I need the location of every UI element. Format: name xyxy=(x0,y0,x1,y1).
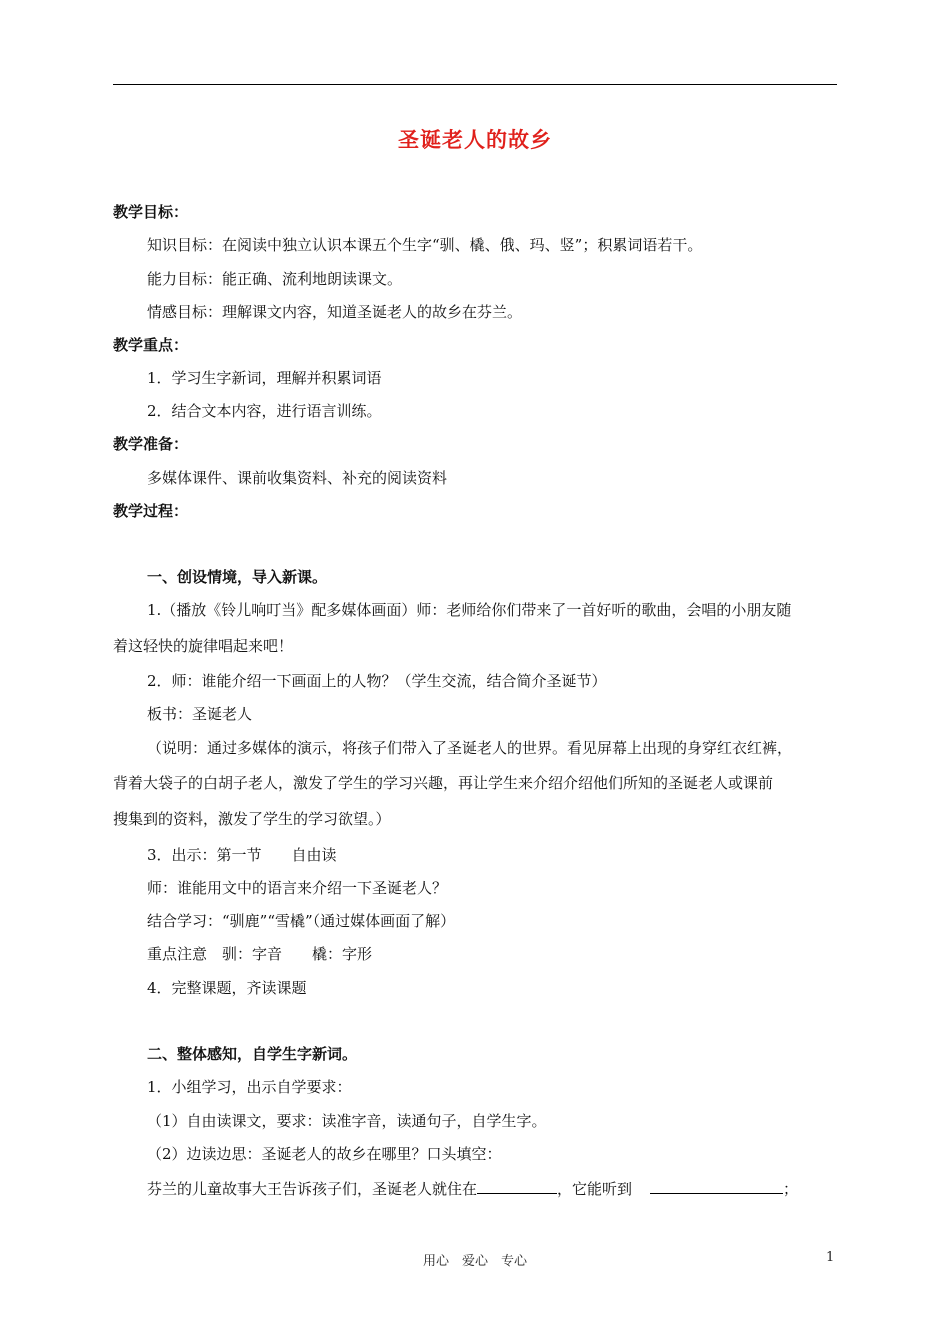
page-number: 1 xyxy=(826,1250,835,1265)
requirement-item: （1）自由读课文，要求：读准字音，读通句子，自学生字。 xyxy=(147,1112,547,1130)
section1-paragraph: 4．完整课题，齐读课题 xyxy=(147,979,307,997)
keypoint-item: 1．学习生字新词，理解并积累词语 xyxy=(147,369,382,387)
note-paragraph: 搜集到的资料，激发了学生的学习欲望。） xyxy=(113,810,391,828)
section1-paragraph: 1.（播放《铃儿响叮当》配多媒体画面）师：老师给你们带来了一首好听的歌曲，会唱的小朋友随 xyxy=(147,601,792,619)
section1-paragraph: 重点注意 驯：字音 橇：字形 xyxy=(147,945,373,963)
section1-paragraph: 3．出示：第一节 自由读 xyxy=(147,846,337,864)
requirement-item: （2）边读边思：圣诞老人的故乡在哪里？口头填空： xyxy=(147,1145,502,1163)
board-writing: 板书：圣诞老人 xyxy=(147,705,253,723)
section2-paragraph: 1．小组学习，出示自学要求： xyxy=(147,1078,352,1096)
objective-emotion: 情感目标：理解课文内容，知道圣诞老人的故乡在芬兰。 xyxy=(147,303,523,321)
footer-motto: 用心 爱心 专心 xyxy=(422,1254,527,1269)
section1-paragraph: 师：谁能用文中的语言来介绍一下圣诞老人？ xyxy=(147,879,448,897)
note-paragraph: 背着大袋子的白胡子老人，激发了学生的学习兴趣，再让学生来介绍介绍他们所知的圣诞老人或课前 xyxy=(113,774,774,792)
section1-paragraph: 2．师：谁能介绍一下画面上的人物？（学生交流，结合简介圣诞节） xyxy=(147,672,607,690)
objective-knowledge: 知识目标：在阅读中独立认识本课五个生字“驯、橇、俄、玛、竖”；积累词语若干。 xyxy=(147,236,703,254)
fill-blank[interactable] xyxy=(650,1177,783,1194)
section2-heading: 二、整体感知，自学生字新词。 xyxy=(147,1045,358,1063)
section1-heading: 一、创设情境，导入新课。 xyxy=(147,568,328,586)
process-heading: 教学过程： xyxy=(113,502,189,520)
objective-ability: 能力目标：能正确、流利地朗读课文。 xyxy=(147,270,403,288)
fill-blank[interactable] xyxy=(477,1177,557,1194)
section1-paragraph: 着这轻快的旋律唱起来吧！ xyxy=(113,637,294,655)
fill-text: ； xyxy=(783,1180,799,1198)
note-paragraph: （说明：通过多媒体的演示，将孩子们带入了圣诞老人的世界。看见屏幕上出现的身穿红衣红裤， xyxy=(147,739,793,757)
preparation-text: 多媒体课件、课前收集资料、补充的阅读资料 xyxy=(147,469,448,487)
preparation-heading: 教学准备： xyxy=(113,435,189,453)
document-title: 圣诞老人的故乡 xyxy=(398,127,552,152)
fill-text: 芬兰的儿童故事大王告诉孩子们，圣诞老人就住在 xyxy=(147,1180,478,1198)
objectives-heading: 教学目标： xyxy=(113,203,189,221)
keypoints-heading: 教学重点： xyxy=(113,336,189,354)
section1-paragraph: 结合学习：“驯鹿”“雪橇”（通过媒体画面了解） xyxy=(147,912,456,930)
fill-text: ，它能听到 xyxy=(557,1180,633,1198)
keypoint-item: 2．结合文本内容，进行语言训练。 xyxy=(147,402,382,420)
fill-in-sentence xyxy=(147,1177,798,1199)
header-rule xyxy=(113,84,837,85)
